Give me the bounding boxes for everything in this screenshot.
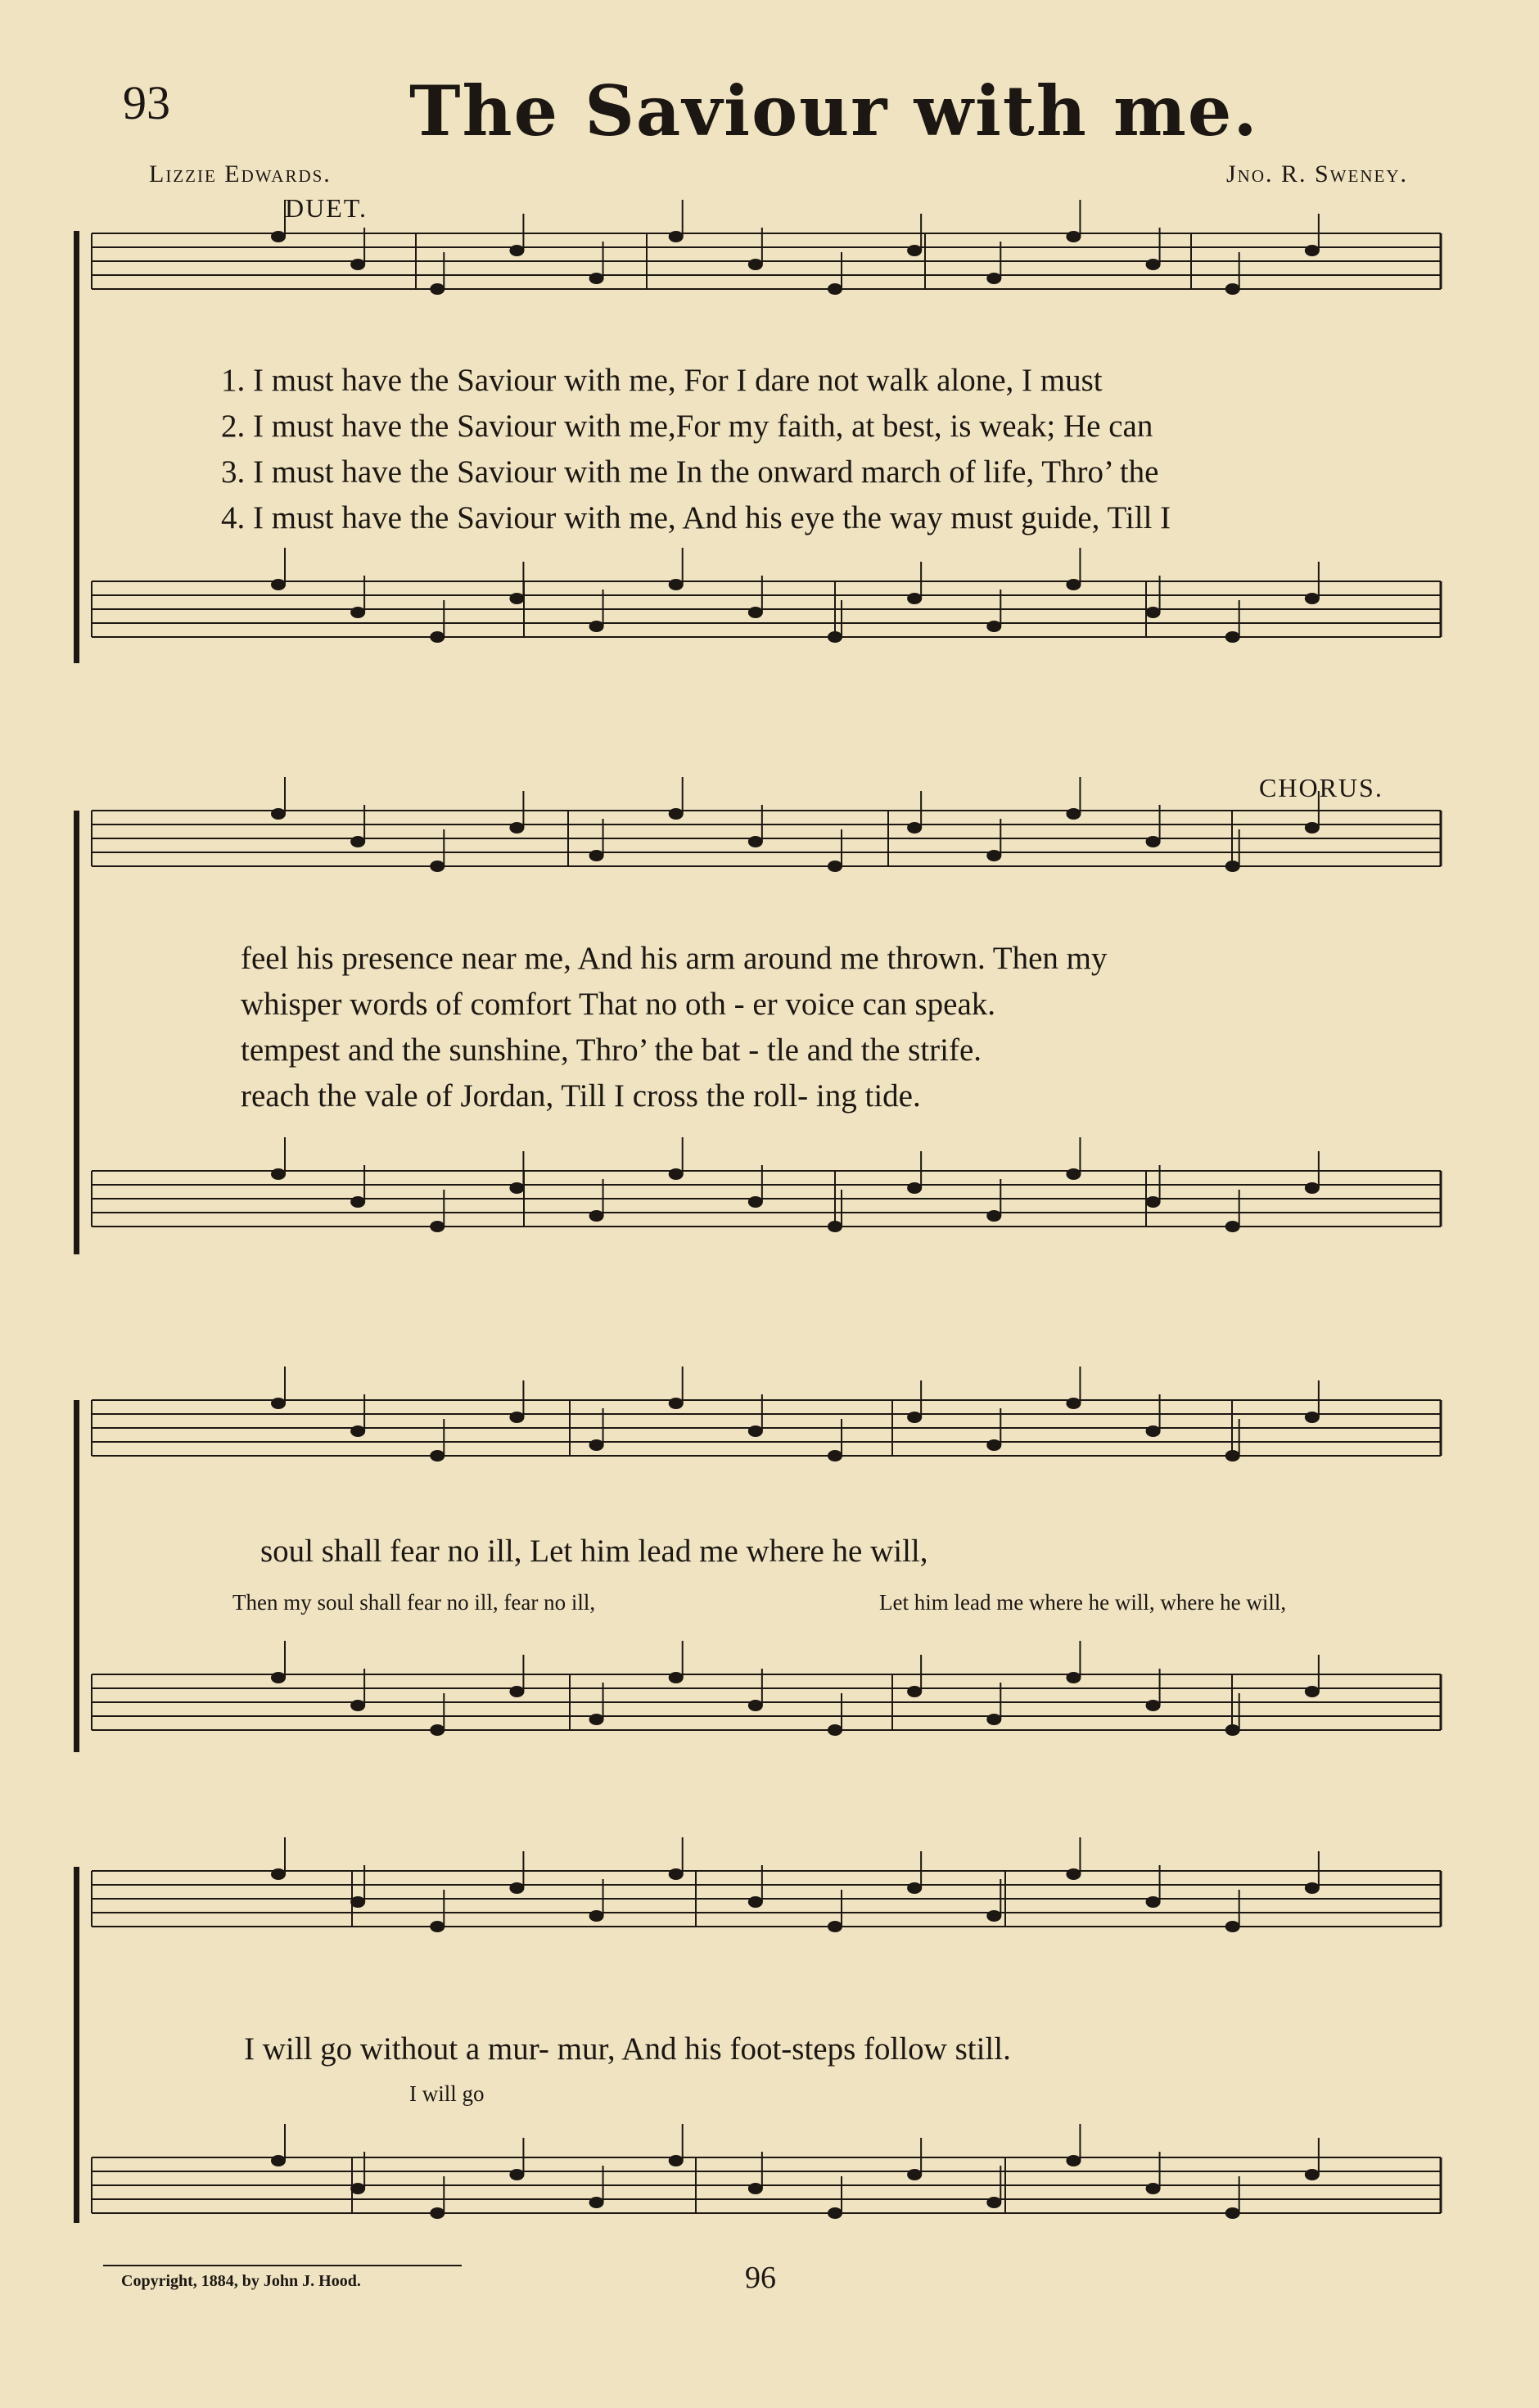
note-head	[430, 1921, 445, 1932]
note-head	[1146, 836, 1161, 847]
note-head	[589, 850, 604, 861]
note-head	[907, 593, 922, 604]
note-head	[271, 579, 286, 590]
note-head	[1146, 1425, 1161, 1437]
note-head	[430, 631, 445, 643]
note-head	[271, 231, 286, 242]
note-head	[430, 861, 445, 872]
note-head	[509, 593, 524, 604]
note-head	[1066, 2155, 1081, 2166]
verse-cont-line-2: whisper words of comfort That no oth - er voice can speak.	[241, 987, 996, 1022]
note-head	[986, 273, 1001, 284]
note-head	[509, 2169, 524, 2180]
note-head	[589, 1210, 604, 1222]
note-head	[907, 2169, 922, 2180]
note-head	[589, 621, 604, 632]
verse-line-4: 4. I must have the Saviour with me, And his eye the way must guide, Till I	[221, 500, 1171, 535]
note-head	[350, 2183, 365, 2194]
footer-rule	[103, 2265, 462, 2266]
note-head	[1066, 1168, 1081, 1180]
note-head	[907, 1412, 922, 1423]
note-head	[271, 2155, 286, 2166]
note-head	[907, 1882, 922, 1894]
note-head	[986, 2197, 1001, 2208]
note-head	[986, 1439, 1001, 1451]
note-head	[1066, 1398, 1081, 1409]
note-head	[748, 1896, 763, 1908]
note-head	[986, 1714, 1001, 1725]
note-head	[1146, 1896, 1161, 1908]
note-head	[828, 1921, 842, 1932]
note-head	[669, 1868, 684, 1880]
note-head	[509, 245, 524, 256]
note-head	[1225, 1450, 1240, 1462]
note-head	[430, 2207, 445, 2219]
note-head	[828, 1221, 842, 1232]
note-head	[1225, 1921, 1240, 1932]
verse-line-2: 2. I must have the Saviour with me,For my faith, at best, is weak; He can	[221, 409, 1153, 444]
note-head	[748, 2183, 763, 2194]
note-head	[828, 1450, 842, 1462]
note-head	[350, 1196, 365, 1208]
verse-cont-line-4: reach the vale of Jordan, Till I cross the roll- ing tide.	[241, 1078, 921, 1114]
hymn-title: The Saviour with me.	[409, 70, 1259, 151]
note-head	[350, 1700, 365, 1711]
note-head	[509, 1412, 524, 1423]
note-head	[669, 231, 684, 242]
note-head	[430, 1450, 445, 1462]
note-head	[828, 283, 842, 295]
note-head	[907, 245, 922, 256]
note-head	[1066, 808, 1081, 820]
note-head	[509, 822, 524, 834]
note-head	[669, 808, 684, 820]
note-head	[1305, 1882, 1320, 1894]
note-head	[1305, 245, 1320, 256]
note-head	[1305, 822, 1320, 834]
note-head	[350, 1896, 365, 1908]
note-head	[350, 836, 365, 847]
note-head	[828, 631, 842, 643]
verse-line-1: 1. I must have the Saviour with me, For I dare not walk alone, I must	[221, 363, 1103, 398]
note-head	[509, 1686, 524, 1697]
note-head	[1066, 1868, 1081, 1880]
note-head	[1146, 607, 1161, 618]
note-head	[589, 1910, 604, 1922]
verse-cont-line-3: tempest and the sunshine, Thro’ the bat - tle and the strife.	[241, 1032, 982, 1068]
note-head	[828, 1724, 842, 1736]
note-head	[271, 1868, 286, 1880]
verse-cont-line-1: feel his presence near me, And his arm around me thrown. Then my	[241, 941, 1108, 976]
note-head	[1305, 1182, 1320, 1194]
note-head	[1225, 283, 1240, 295]
note-head	[748, 836, 763, 847]
note-head	[986, 621, 1001, 632]
note-head	[271, 1672, 286, 1683]
note-head	[1225, 1724, 1240, 1736]
note-head	[748, 607, 763, 618]
note-head	[271, 1168, 286, 1180]
note-head	[430, 1221, 445, 1232]
note-head	[907, 822, 922, 834]
copyright-notice: Copyright, 1884, by John J. Hood.	[121, 2272, 361, 2290]
note-head	[589, 273, 604, 284]
hymn-number: 93	[123, 76, 170, 129]
note-head	[509, 1882, 524, 1894]
note-head	[1305, 1686, 1320, 1697]
page-number: 96	[745, 2261, 776, 2295]
note-head	[1305, 593, 1320, 604]
note-head	[430, 1724, 445, 1736]
note-head	[1225, 861, 1240, 872]
note-head	[271, 1398, 286, 1409]
note-head	[509, 1182, 524, 1194]
duet-marking: DUET.	[285, 193, 368, 223]
note-head	[1066, 579, 1081, 590]
chorus-line-2: I will go without a mur- mur, And his foot-steps follow still.	[244, 2031, 1011, 2067]
note-head	[350, 259, 365, 270]
note-head	[589, 2197, 604, 2208]
note-head	[748, 259, 763, 270]
note-head	[1146, 2183, 1161, 2194]
note-head	[669, 579, 684, 590]
chorus-bass-lyric-left: Then my soul shall fear no ill, fear no ill,	[232, 1590, 596, 1615]
note-head	[1225, 1221, 1240, 1232]
note-head	[748, 1700, 763, 1711]
chorus-bass-lyric-right: Let him lead me where he will, where he will,	[879, 1590, 1287, 1615]
chorus-bass-lyric-2: I will go	[409, 2081, 485, 2106]
note-head	[1305, 2169, 1320, 2180]
lyricist-credit: Lizzie Edwards.	[149, 160, 332, 187]
note-head	[1146, 259, 1161, 270]
note-head	[589, 1439, 604, 1451]
note-head	[271, 808, 286, 820]
note-head	[748, 1425, 763, 1437]
note-head	[1066, 1672, 1081, 1683]
note-head	[669, 1168, 684, 1180]
note-head	[907, 1686, 922, 1697]
note-head	[1066, 231, 1081, 242]
note-head	[828, 2207, 842, 2219]
note-head	[986, 1910, 1001, 1922]
note-head	[986, 1210, 1001, 1222]
note-head	[828, 861, 842, 872]
note-head	[907, 1182, 922, 1194]
note-head	[350, 1425, 365, 1437]
note-head	[669, 1672, 684, 1683]
note-head	[669, 1398, 684, 1409]
note-head	[350, 607, 365, 618]
verse-line-3: 3. I must have the Saviour with me In the onward march of life, Thro’ the	[221, 454, 1159, 490]
note-head	[589, 1714, 604, 1725]
composer-credit: Jno. R. Sweney.	[1225, 160, 1408, 187]
chorus-line-1: soul shall fear no ill, Let him lead me where he will,	[260, 1534, 928, 1569]
note-head	[748, 1196, 763, 1208]
note-head	[1225, 631, 1240, 643]
note-head	[669, 2155, 684, 2166]
note-head	[986, 850, 1001, 861]
note-head	[1146, 1700, 1161, 1711]
note-head	[1305, 1412, 1320, 1423]
note-head	[430, 283, 445, 295]
note-head	[1146, 1196, 1161, 1208]
chorus-marking: CHORUS.	[1259, 773, 1383, 802]
note-head	[1225, 2207, 1240, 2219]
